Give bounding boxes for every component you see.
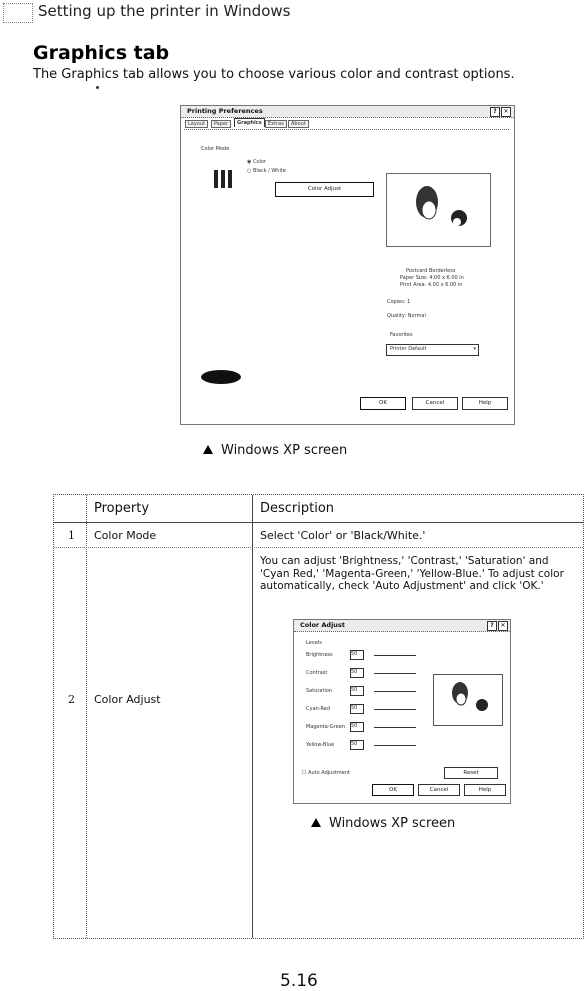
printing-preferences-window	[180, 105, 515, 425]
row-number: 2	[68, 693, 75, 706]
figure-caption-1	[203, 443, 347, 458]
figure-caption-2	[311, 816, 455, 831]
caption-text: Windows XP screen	[221, 443, 348, 458]
row-property: Color Adjust	[94, 693, 161, 706]
triangle-icon	[311, 818, 321, 827]
radio-color-label: Color	[252, 159, 267, 165]
color-adjust-preview	[433, 674, 503, 726]
close-icon[interactable]: ✕	[501, 107, 511, 117]
slider-track[interactable]	[374, 655, 416, 656]
slider-track[interactable]	[374, 691, 416, 692]
caption-text: Windows XP screen	[329, 816, 456, 831]
slider-value-field[interactable]: 50	[350, 668, 364, 678]
window-title: Color Adjust	[300, 621, 345, 629]
row-property: Color Mode	[94, 529, 157, 542]
preview-paper-type: Postcard Borderless	[406, 268, 456, 274]
help-icon[interactable]: ?	[490, 107, 500, 117]
color-mode-group-label: Color Mode	[201, 146, 230, 152]
color-cartridge-icon	[213, 168, 233, 190]
row-number: 1	[68, 529, 75, 542]
help-button[interactable]: Help	[464, 784, 506, 796]
slider-value-field[interactable]: 50	[350, 704, 364, 714]
reset-button[interactable]: Reset	[444, 767, 498, 779]
auto-adjustment-checkbox[interactable]: ☐ Auto Adjustment	[302, 770, 350, 776]
copies-readout: Copies: 1	[387, 299, 411, 305]
tab-paper[interactable]: Paper	[211, 120, 231, 128]
ok-button[interactable]: OK	[372, 784, 414, 796]
tab-graphics[interactable]: Graphics	[234, 118, 265, 127]
slider-track[interactable]	[374, 745, 416, 746]
favorites-value: Printer Default	[390, 346, 427, 352]
slider-label: Brightness	[306, 652, 333, 658]
header-property: Property	[94, 501, 150, 516]
window-titlebar	[181, 106, 514, 118]
slider-label: Yellow-Blue	[306, 742, 335, 748]
help-icon[interactable]: ?	[487, 621, 497, 631]
color-adjust-button[interactable]: Color Adjust	[275, 182, 374, 197]
slider-track[interactable]	[374, 727, 416, 728]
quality-readout: Quality: Normal	[387, 313, 426, 319]
slider-track[interactable]	[374, 709, 416, 710]
slider-label: Contrast	[306, 670, 328, 676]
slider-label: Cyan-Red	[306, 706, 330, 712]
preview-print-area: Print Area: 4.00 x 6.00 in	[400, 282, 463, 288]
ok-button[interactable]: OK	[360, 397, 406, 410]
radio-bw-label: Black / White	[252, 168, 286, 174]
header-description: Description	[260, 501, 335, 516]
preview-paper-size: Paper Size: 4.00 x 6.00 in	[400, 275, 464, 281]
cancel-button[interactable]: Cancel	[418, 784, 460, 796]
levels-label: Levels	[306, 640, 322, 646]
preview-image	[386, 173, 491, 247]
section-intro: The Graphics tab allows you to choose various color and contrast options.	[33, 67, 515, 82]
page-number: 5.16	[280, 971, 318, 991]
favorites-label: Favorites	[390, 332, 413, 338]
auto-adjustment-label: Auto Adjustment	[308, 770, 350, 776]
samsung-logo	[201, 370, 241, 384]
triangle-icon	[203, 445, 213, 454]
row-description: You can adjust 'Brightness,' 'Contrast,' 'Saturation' and 'Cyan Red,' 'Magenta-Green,' 'Yellow-Blue.' To adjust color automatically, check 'Auto Adjustment' and click 'OK.'	[260, 555, 564, 592]
slider-track[interactable]	[374, 673, 416, 674]
slider-value-field[interactable]: 50	[350, 740, 364, 750]
row-description: Select 'Color' or 'Black/White.'	[260, 529, 426, 542]
slider-label: Saturation	[306, 688, 333, 694]
tab-layout[interactable]: Layout	[185, 120, 208, 128]
window-title: Printing Preferences	[187, 107, 263, 115]
close-icon[interactable]: ✕	[498, 621, 508, 631]
cancel-button[interactable]: Cancel	[412, 397, 458, 410]
printer-chapter-icon	[3, 3, 33, 23]
help-button[interactable]: Help	[462, 397, 508, 410]
slider-value-field[interactable]: 50	[350, 722, 364, 732]
radio-color[interactable]: ◉ Color	[247, 159, 267, 165]
window-titlebar	[294, 620, 510, 632]
slider-value-field[interactable]: 50	[350, 686, 364, 696]
chapter-header: Setting up the printer in Windows	[38, 2, 291, 20]
favorites-select[interactable]	[386, 344, 479, 356]
callout-dot	[96, 86, 99, 89]
slider-label: Magenta-Green	[306, 724, 345, 730]
color-adjust-window	[293, 619, 511, 804]
tab-about[interactable]: About	[288, 120, 309, 128]
radio-black-white[interactable]: ○ Black / White	[247, 168, 286, 174]
chevron-down-icon: ▾	[473, 346, 476, 352]
tab-divider	[184, 129, 509, 130]
section-heading: Graphics tab	[33, 42, 170, 64]
tab-extras[interactable]: Extras	[265, 120, 287, 128]
slider-value-field[interactable]: 50	[350, 650, 364, 660]
